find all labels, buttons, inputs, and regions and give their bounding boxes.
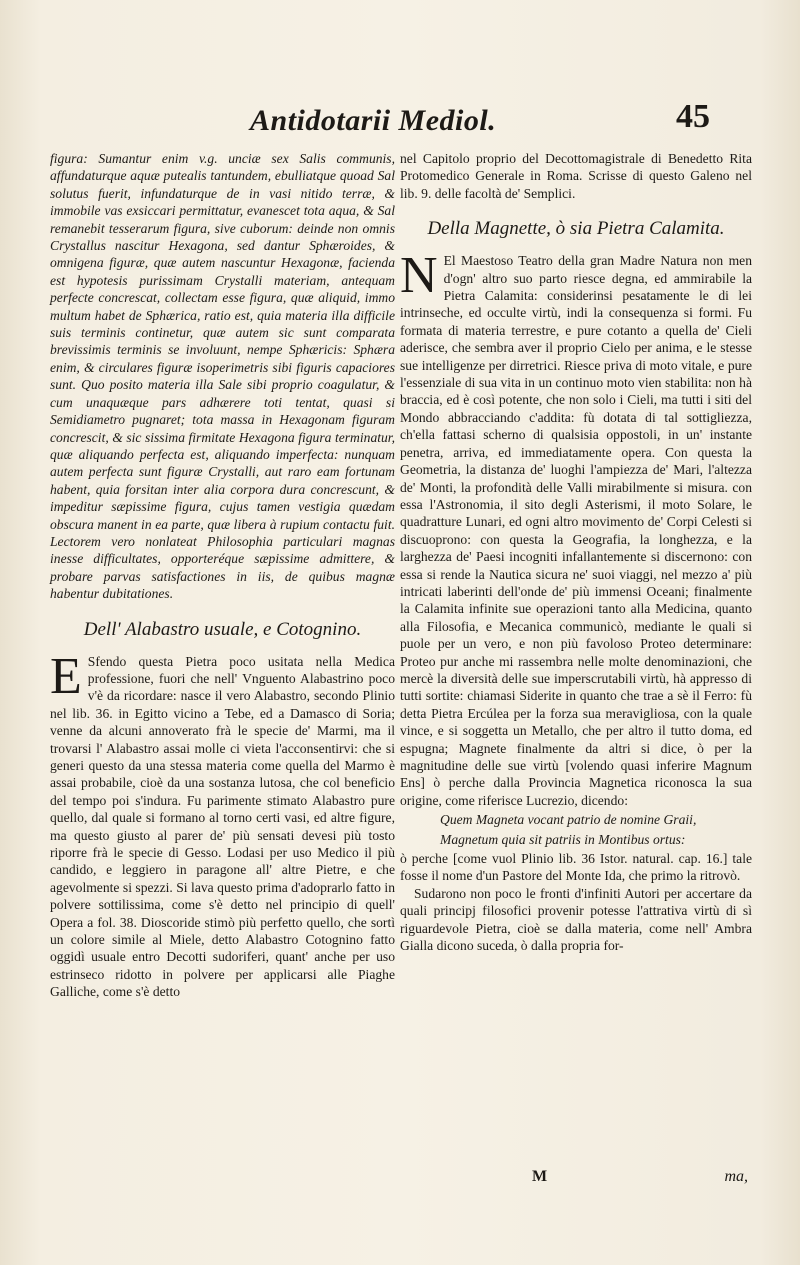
quote-line: Magnetum quia sit patriis in Montibus ortus: <box>440 831 686 847</box>
plinio-paragraph: ò perche [come vuol Plinio lib. 36 Istor. natural. cap. 16.] tale fosse il nome d'un Pastore del Monte Ida, che primo la ritrovò. <box>400 851 752 884</box>
page-footer <box>400 1168 752 1188</box>
right-column <box>400 150 752 954</box>
catchword: ma, <box>724 1168 748 1185</box>
autori-paragraph: Sudarono non poco le fronti d'infiniti Autori per accertare da quali principj filosofici provenir potesse l'attrativa virtù di sì riguardevole Pietra, cioè se dalla materia, come nell' Ambra Gialla dicono suceda, ò dalla propria for- <box>400 885 752 954</box>
magnete-paragraph <box>400 247 752 809</box>
magnete-paragraph-text: El Maestoso Teatro della gran Madre Natura non men d'ogn' altro suo parto riesce degna, ed ammirabile la Pietra Calamita: considerinsi pesatamente le di lei intrinseche, ed occulte virtù, indi la consequenza si formi. Fu formata di materia terrestre, e pure cotanto a quella de' Cieli aderisce, che sembra aver il proprio Cielo per anima, e le stesse sue intelligenze per dirretrici. Riesce priva di moto vitale, e pure l'essenziale di sua vita in un continuo moto vien stabilita: non hà braccia, ed è così potente, che non solo i Cieli, ma tutti i siti del Mondo abbracciando c'addita: fù dotata di tal sottigliezza, ch'ella fattasi scherno di qualsisia oppostoli, in un' instante penetra, arriva, ed immediatamente opera. Con questa la Geometria, la distanza de' luoghi l'ampiezza de' Mari, l'altezza de' Monti, la profondità delle Valli mirabilmente si misura. con essa l'Astronomia, il sito degli Asterismi, il moto Solare, le quadratture Lunari, ed ogni altro movimento de' Corpi Celesti si discuoprono: con questa la Geografia, la longhezza, e la larghezza de' Paesi incogniti infallantemente si discernono: con essa si rende la Nautica sicura ne' suoi viaggi, nel mezzo a' più intricati laberinti dell'onde de' più immensi Oceani; finalmente la Calamita infinite sue operazioni tanto alla Medicina, quanto alla Filosofia, e Mecanica communicò, mediante le quali si puole per un vero, e non più favoloso Proteo determinare: Proteo pur anche mi rassembra nelle molte denominazioni, che mercè la diversità delle sue imperscrutabili virtù, hà appresso di tutti sortite: chiamasi Siderite in quanto che trae a sè il Ferro: fù detta Pietra Ercúlea per la forza sua meravigliosa, con la quale vince, e si soggetta un Metallo, che per altro il tutto doma, ed espugna; Magnete finalmente da altri si dice, ò per la magnitudine delle sue virtù [volendo quasi inferire Magnum Ens] ò perche dalla Provincia Magnetica riconosca la sua origine, come riferisce Lucrezio, dicendo: <box>400 253 752 808</box>
continued-paragraph: nel Capitolo proprio del Decottomagistrale di Benedetto Rita Protomedico Generale in Roma. Scrisse di questo Galeno nel lib. 9. delle facoltà de' Semplici. <box>400 151 752 201</box>
latin-paragraph: figura: Sumantur enim v.g. unciæ sex Salis communis, affundaturque aquæ putealis tantundem, ebulliatque quoad Sal solutus fuerit, infundaturque de in vasi nitido terræ, & immobile vas exsiccari permittatur, evanescet tota aqua, & Sal remanebit tesserarum figura, sive cuborum: deinde non omnis Crystallus nascitur Hexagona, sed dantur Sphæroides, & omnigena figuræ, quæ autem nascuntur Hexagonæ, facienda est hypotesis purissimam Crystalli materiam, antequam perfecte concrescat, collectam esse figura, quæ aliquid, immo multum habet de Sphærica, ratio est, quia materia illa difficile suis terminis continetur, quæ autem sic sunt comparata brevissimis terminis se involuunt, nempe Sphæricis: Sphæra enim, & circulares figuræ isoperimetris sibi figuris capaciores sunt. Quo posito materia illa Sale sibi proprio coagulatur, & cum unaquæque pars adhærere toti tentat, quasi si Semidiametro pugnaret; tota massa in Hexagonam figuram concrescit, & sic sissima firmitate Hexagona figura terminatur, quæ aliquando perfecta est, aliquando imperfecta: nunquam autem perfecta sunt figuræ Crystalli, aut raro eam fortunam habent, quia forsitan inter alia corpora dura concrescunt, & impeditur sæpissime figura, cujus tamen vestigia quædam obscura manent in ea parte, quæ libera à rupium contactu fuit. Lectorem vero nonlateat Philosophia particulari magnas inesse difficultates, opporteréque sæpissime admittere, & probare parvas satisfactiones in iis, de quibus magnæ habentur dubitationes. <box>50 151 395 602</box>
running-title: Antidotarii Mediol. <box>250 104 497 137</box>
section-heading-magnete: Della Magnette, ò sia Pietra Calamita. <box>427 218 725 240</box>
drop-cap-initial: E <box>50 647 82 705</box>
signature-mark: M <box>532 1168 548 1185</box>
quote-line: Quem Magneta vocant patrio de nomine Graii, <box>440 812 697 828</box>
alabastro-paragraph <box>50 647 395 1001</box>
left-column <box>50 150 395 1001</box>
page-number: 45 <box>676 98 710 135</box>
alabastro-paragraph-text: Sfendo questa Pietra poco usitata nella Medica professione, fuori che nell' Vnguento Alabastrino poco v'è da ricordare: nasce il vero Alabastro, secondo Plinio nel lib. 36. in Egitto vicino a Tebe, ed a Damasco di Soria; venne da alcuni annoverato frà le specie de' Marmi, ma il trovarsi l' Alabastro assai molle ci vieta l'acconsentirvi: che si generi questo da una stessa materia come quella del Marmo è assai probabile, cioè da una sostanza lutosa, che col beneficio del tempo poi s'indura. Fu parimente stimato Alabastro pure quello, dal quale si formano al torno certi vasi, ed altre figure, ma questo giusto al parer de' più sensati devesi più tosto riporre frà le specie di Gesso. Lodasi per uso Medico il più candido, e leggiero in paragone all' altre Pietre, e che agevolmente si spezzi. Si lava questo prima d'adoprarlo fatto in polvere sottilissima, come s'è detto nel principio di quell' Opera a fol. 38. Dioscoride stimò più perfetto quello, che sortì un colore simile al Miele, detto Alabastro Cotognino fatto oggidì usuale entro Decotti sudoriferi, quant' anche per uso estrinseco ridotto in polvere per applicarsi alle Piaghe Galliche, come s'è detto <box>50 653 395 1000</box>
section-heading-alabastro: Dell' Alabastro usuale, e Cotognino. <box>83 618 362 640</box>
page-header <box>250 98 710 148</box>
drop-cap-initial: N <box>400 247 438 305</box>
